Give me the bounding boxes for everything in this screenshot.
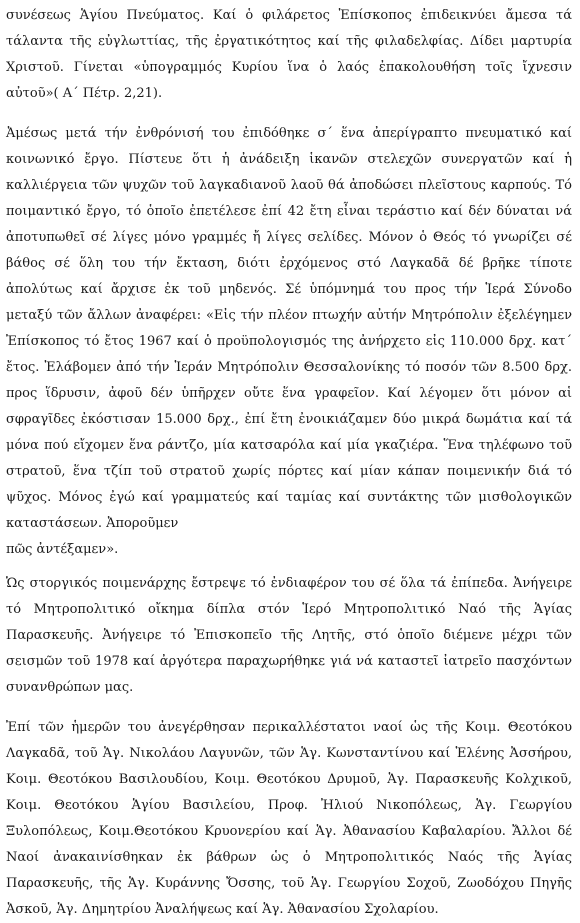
paragraph-spacer bbox=[6, 701, 572, 715]
paragraph-churches: Ἐπί τῶν ἡμερῶν του ἀνεγέρθησαν περικαλλέστατοι ναοί ὡς τῆς Κοιμ. Θεοτόκου Λαγκαδᾶ, τοῦ Ἁγ. Νικολάου Λαγυνῶν, τῶν Ἁγ. Κωνσταντίνου καί Ἑλένης Ἀσσήρου, Κοιμ. Θεοτόκου Βασιλουδίου, Κοιμ. Θεοτόκου Δρυμοῦ, Ἁγ. Παρασκευῆς Κολχικοῦ, Κοιμ. Θεοτόκου Ἁγίου Βασιλείου, Προφ. Ἠλιού Νικοπόλεως, Ἁγ. Γεωργίου Ξυλοπόλεως, Κοιμ.Θεοτόκου Κρυονερίου καί Ἁγ. Ἀθανασίου Καβαλαρίου. Ἄλλοι δέ Ναοί ἀνακαινίσθηκαν ἐκ βάθρων ὡς ὁ Μητροπολιτικός Ναός τῆς Ἁγίας Παρασκευῆς, τῆς Ἁγ. Κυράννης Ὄσσης, τοῦ Ἁγ. Γεωργίου Σοχοῦ, Ζωοδόχου Πηγῆς Ἀσκοῦ, Ἁγ. Δημητρίου Ἀναλήψεως καί Ἁγ. Ἀθανασίου Σχολαρίου. bbox=[6, 720, 572, 917]
paragraph-spacer bbox=[6, 107, 572, 121]
paragraph-intro: συνέσεως Ἁγίου Πνεύματος. Καί ὁ φιλάρετος Ἐπίσκοπος ἐπιδεικνύει ἄμεσα τά τάλαντα τῆς εὐγλωττίας, τῆς ἐργατικότητος καί τῆς φιλαδελφίας. Δίδει μαρτυρία Χριστοῦ. Γίνεται «ὑπογραμμός Κυρίου ἵνα ὁ λαός ἐπακολουθήση τοῖς ἴχνεσιν αὐτοῦ»( Α΄ Πέτρ. 2,21). bbox=[6, 8, 572, 101]
paragraph-spacer bbox=[6, 563, 572, 571]
paragraph-ministry: Ἀμέσως μετά τήν ἐνθρόνισή του ἐπιδόθηκε σ΄ ἕνα ἀπερίγραπτο πνευματικό καί κοινωνικό ἔργο. Πίστευε ὅτι ἡ ἀνάδειξη ἱκανῶν στελεχῶν συνεργατῶν καί ἡ καλλιέργεια τῶν ψυχῶν τοῦ λαγκαδιανοῦ λαοῦ θά ἀποδώσει πλεῖστους καρπούς. Τό ποιμαντικό ἔργο, τό ὁποῖο ἐπετέλεσε ἐπί 42 ἔτη εἶναι τεράστιο καί δέν δύναται νά ἀποτυπωθεῖ σέ λίγες μόνο γραμμές ἤ λίγες σελίδες. Μόνον ὁ Θεός τό γνωρίζει σέ βάθος σέ ὅλη του τήν ἔκταση, διότι ἐρχόμενος στό Λαγκαδᾶ δέ βρῆκε τίποτε ἀπολύτως καί ἄρχισε ἐκ τοῦ μηδενός. Σέ ὑπόμνημά του προς τήν Ἱερά Σύνοδο μεταξύ τῶν ἄλλων ἀναφέρει: «Εἰς τήν πλέον πτωχήν αὐτήν Μητρόπολιν ἐξελέγημεν Ἐπίσκοπος τό ἔτος 1967 καί ὁ προϋπολογισμός της ἀνήρχετο εἰς 110.000 δρχ. κατ΄ ἔτος. Ἐλάβομεν ἀπό τήν Ἱεράν Μητρόπολιν Θεσσαλονίκης τό ποσόν τῶν 8.500 δρχ. προς ἵδρυσιν, ἀφοῦ δέν ὑπῆρχεν οὔτε ἕνα γραφεῖον. Καί λέγομεν ὅτι μόνον αἱ σφραγῖδες ἐκόστισαν 15.000 δρχ., ἐπί ἔτη ἐνοικιάζαμεν δύο μικρά δωμάτια καί τά μόνα πού εἴχομεν ἕνα ράντζο, μία κατσαρόλα καί μία γκαζιέρα. Ἕνα τηλέφωνο τοῦ στρατοῦ, ἕνα τζίπ τοῦ στρατοῦ χωρίς πόρτες καί μίαν κάπαν ποιμενικήν διά τό ψῦχος. Μόνος ἐγώ καί γραμματεύς καί ταμίας καί συντάκτης τῶν μισθολογικῶν καταστάσεων. Ἀπορoῦμεν bbox=[6, 126, 572, 531]
paragraph-ministry-end: πῶς ἀντέξαμεν». bbox=[6, 542, 119, 557]
paragraph-buildings: Ὡς στοργικός ποιμενάρχης ἔστρεψε τό ἐνδιαφέρον του σέ ὅλα τά ἐπίπεδα. Ἀνήγειρε τό Μητροπολιτικό οἴκημα δίπλα στόν Ἱερό Μητροπολιτικό Ναό τῆς Ἁγίας Παρασκευῆς. Ἀνήγειρε τό Ἐπισκοπεῖο τῆς Λητῆς, στό ὁποῖο διέμενε μέχρι τῶν σεισμῶν τοῦ 1978 καί ἀργότερα παραχωρήθηκε γιά νά καταστεῖ ἰατρεῖο πασχόντων συνανθρώπων μας. bbox=[6, 576, 572, 695]
